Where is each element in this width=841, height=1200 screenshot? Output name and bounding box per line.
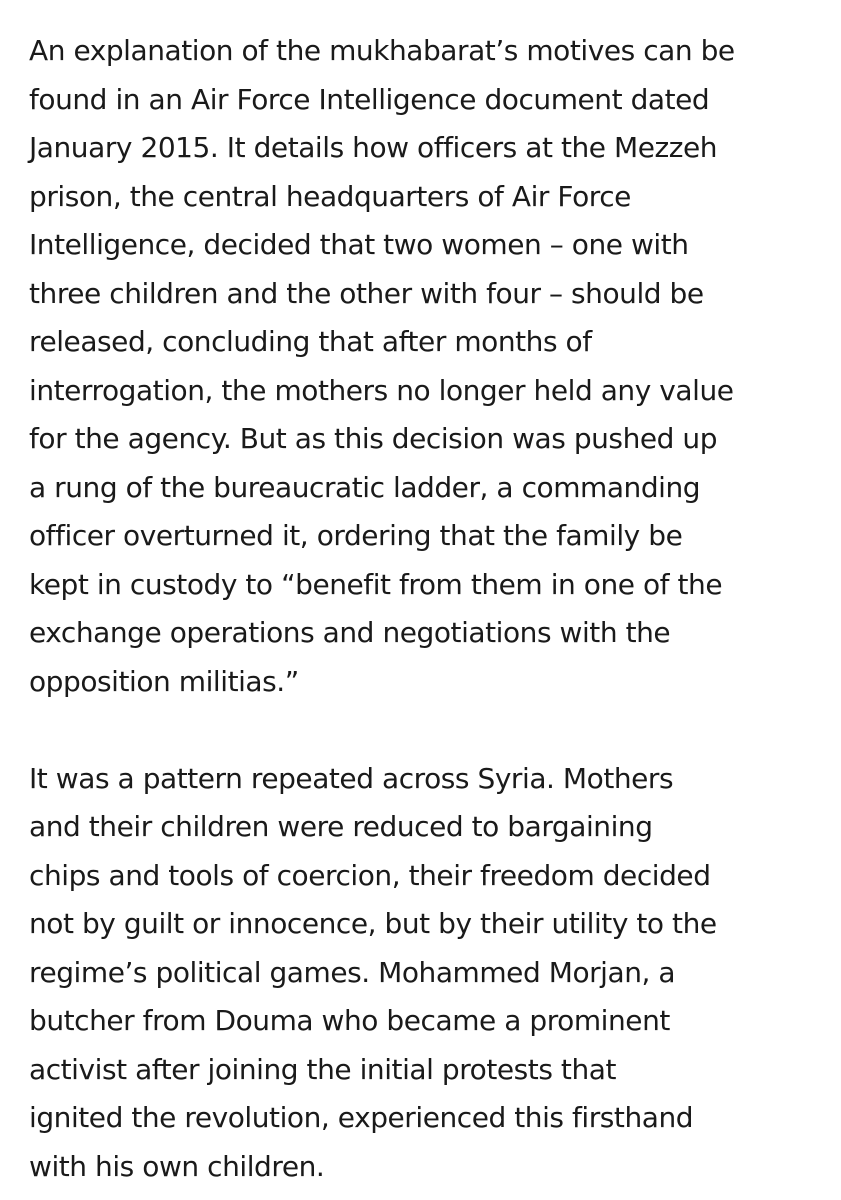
text-line: activist after joining the initial protests that (29, 1052, 616, 1086)
text-line: and their children were reduced to bargaining (29, 810, 653, 843)
text-line: It was a pattern repeated across Syria. Mothers (29, 761, 674, 795)
text-line: a rung of the bureaucratic ladder, a commanding (29, 470, 701, 504)
text-line: opposition militias.” (29, 664, 299, 698)
text-line: with his own children. (29, 1149, 325, 1183)
text-line: not by guilt or innocence, but by their utility to the (29, 907, 717, 940)
text-line: ignited the revolution, experienced this firsthand (29, 1101, 694, 1134)
text-line: January 2015. It details how officers at the Mezzeh (29, 131, 718, 164)
paragraph-spacer (29, 706, 829, 755)
text-line: three children and the other with four – should be (29, 276, 704, 310)
text-line: kept in custody to “benefit from them in one of the (29, 567, 723, 601)
text-line: found in an Air Force Intelligence document dated (29, 82, 710, 116)
text-line: released, concluding that after months of (29, 325, 592, 358)
text-line: butcher from Douma who became a prominent (29, 1004, 670, 1037)
text-line: chips and tools of coercion, their freedom decided (29, 858, 711, 892)
text-line: regime’s political games. Mohammed Morjan, a (29, 955, 676, 989)
text-line: interrogation, the mothers no longer held any value (29, 373, 734, 407)
text-line: exchange operations and negotiations with the (29, 616, 671, 649)
text-line: Intelligence, decided that two women – one with (29, 228, 689, 261)
article-body (29, 27, 829, 1191)
text-line: for the agency. But as this decision was pushed up (29, 422, 718, 455)
paragraph-2 (29, 755, 829, 1192)
text-line: officer overturned it, ordering that the family be (29, 519, 683, 552)
paragraph-1 (29, 27, 829, 706)
text-line: An explanation of the mukhabarat’s motives can be (29, 34, 735, 67)
text-line: prison, the central headquarters of Air Force (29, 179, 631, 213)
